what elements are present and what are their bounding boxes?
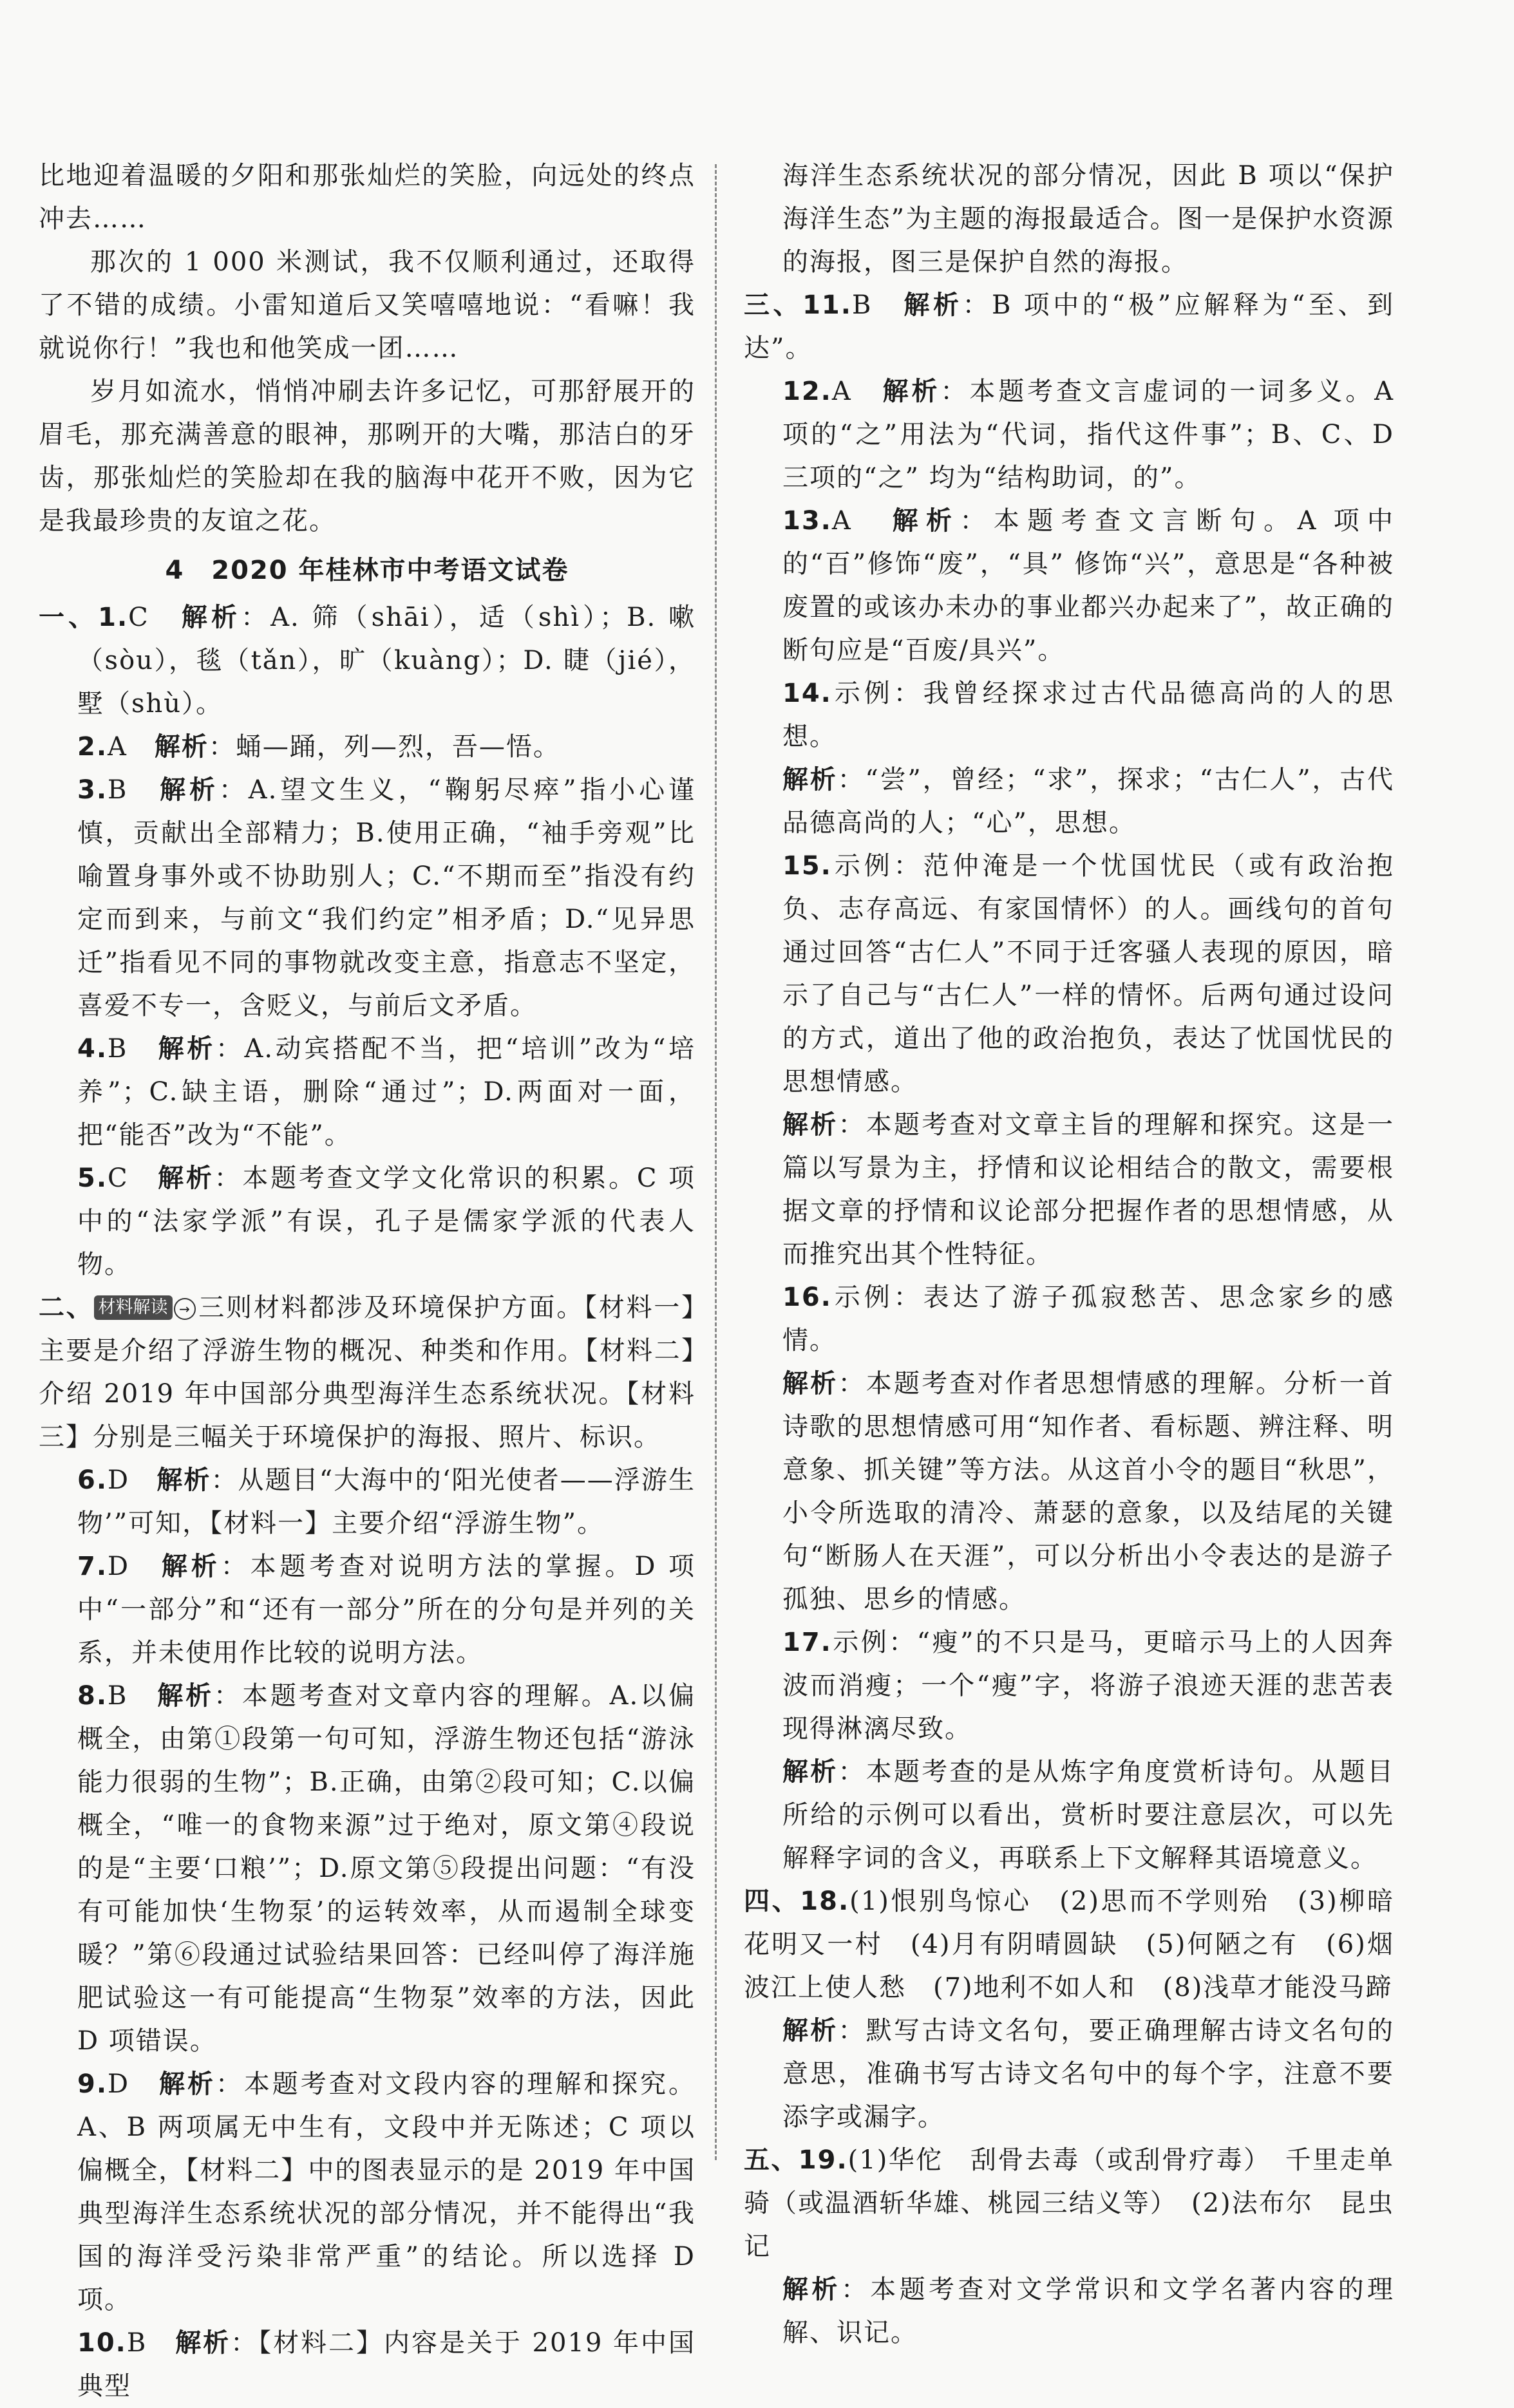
example-answer: 示例：我曾经探求过古代品德高尚的人的思想。 <box>782 679 1394 751</box>
question-number: 13. <box>782 506 832 536</box>
analysis-q14 <box>744 758 1394 845</box>
analysis-label: 解析 <box>157 1681 214 1711</box>
example-answer: 示例：表达了游子孤寂愁苦、思念家乡的感情。 <box>782 1283 1394 1355</box>
answer-q10-continued: 海洋生态系统状况的部分情况，因此 B 项以“保护海洋生态”为主题的海报最适合。图一是保护水资源的海报，图三是保护自然的海报。 <box>782 161 1394 277</box>
analysis-text: ：A.动宾搭配不当，把“培训”改为“培养”；C.缺主语，删除“通过”；D.两面对一面，把“能否”改为“不能”。 <box>77 1034 696 1150</box>
analysis-text: ：“尝”，曾经；“求”，探求；“古仁人”，古代品德高尚的人；“心”，思想。 <box>782 765 1394 838</box>
answer-q8 <box>39 1675 695 2063</box>
question-number: 16. <box>782 1283 832 1312</box>
answer-q13 <box>744 500 1394 672</box>
analysis-label: 解析 <box>159 2069 216 2099</box>
analysis-q16 <box>744 1362 1394 1621</box>
answer-q10 <box>39 2322 695 2408</box>
example-answer: 示例：“瘦”的不只是马，更暗示马上的人因奔波而消瘦；一个“瘦”字，将游子浪迹天涯的悲苦表现得淋漓尽致。 <box>782 1628 1394 1744</box>
analysis-q19 <box>744 2268 1394 2355</box>
answer-q18 <box>744 1880 1394 2009</box>
arrow-circle-icon: → <box>174 1298 196 1320</box>
answer-q16 <box>744 1276 1394 1362</box>
analysis-q18 <box>744 2009 1394 2139</box>
answer-q11 <box>744 284 1394 370</box>
answer-choice: D <box>108 2069 159 2099</box>
answer-choice: B <box>108 775 160 805</box>
analysis-label: 解析 <box>782 1369 838 1398</box>
material-text: 三则材料都涉及环境保护方面。【材料一】主要是介绍了浮游生物的概况、种类和作用。【材料二】介绍 2019 年中国部分典型海洋生态系统状况。【材料三】分别是三幅关于环境保护的海报、照片、标识。 <box>39 1293 696 1452</box>
question-number: 2. <box>77 732 108 762</box>
analysis-label: 解析 <box>158 1163 214 1193</box>
example-answer: 示例：范仲淹是一个忧国忧民（或有政治抱负、志存高远、有家国情怀）的人。画线句的首句通过回答“古仁人”不同于迁客骚人表现的原因，暗示了自己与“古仁人”一样的情怀。后两句通过设问的方式，道出了他的政治抱负，表达了忧国忧民的思想情感。 <box>782 851 1394 1096</box>
answer-choice: B <box>108 1034 158 1064</box>
question-number: 10. <box>77 2328 127 2358</box>
analysis-text: ：本题考查文言虚词的一词多义。A 项的“之”用法为“代词，指代这件事”；B、C、D 三项的“之” 均为“结构助词，的”。 <box>782 377 1394 493</box>
answer-choice: A <box>831 377 883 406</box>
answer-q4 <box>39 1028 695 1157</box>
answer-q7 <box>39 1545 695 1675</box>
answer-choice: B <box>851 290 904 320</box>
analysis-label: 解析 <box>181 603 241 632</box>
analysis-text: ：本题考查对文段内容的理解和探究。A、B 两项属无中生有，文段中并无陈述；C 项以偏概全，【材料二】中的图表显示的是 2019 年中国典型海洋生态系统状况的部分情况，并不能得出“我国的海洋受污染非常严重”的结论。所以选择 D 项。 <box>77 2069 696 2315</box>
answer-choice: B <box>108 1681 158 1711</box>
analysis-q15 <box>744 1104 1394 1276</box>
analysis-label: 解析 <box>892 506 960 536</box>
analysis-text: ：本题考查对作者思想情感的理解。分析一首诗歌的思想情感可用“知作者、看标题、辨注释、明意象、抓关键”等方法。从这首小令的题目“秋思”，小令所选取的清冷、萧瑟的意象，以及结尾的关键句“断肠人在天涯”，可以分析出小令表达的是游子孤独、思乡的情感。 <box>782 1369 1395 1614</box>
analysis-text: ：本题考查文言断句。A 项中的“百”修饰“废”，“具” 修饰“兴”，意思是“各种被废置的或该办未办的事业都兴办起来了”，故正确的断句应是“百废/具兴”。 <box>782 506 1395 665</box>
essay-paragraph-2: 那次的 1 000 米测试，我不仅顺利通过，还取得了不错的成绩。小雷知道后又笑嘻嘻地说：“看嘛！我就说你行！”我也和他笑成一团…… <box>39 247 695 363</box>
question-number: 五、19. <box>744 2145 848 2175</box>
question-number: 一、1. <box>39 603 129 632</box>
analysis-label: 解析 <box>904 290 963 320</box>
question-number: 9. <box>77 2069 108 2099</box>
dictation-answers: (1)恨别鸟惊心 (2)思而不学则殆 (3)柳暗花明又一村 (4)月有阴晴圆缺 (5)何陋之有 (6)烟波江上使人愁 (7)地利不如人和 (8)浅草才能没马蹄 <box>744 1886 1394 2002</box>
essay-paragraph-3: 岁月如流水，悄悄冲刷去许多记忆，可那舒展开的眉毛，那充满善意的眼神，那咧开的大嘴，那洁白的牙齿，那张灿烂的笑脸却在我的脑海中花开不败，因为它是我最珍贵的友谊之花。 <box>39 377 695 536</box>
analysis-label: 解析 <box>782 2275 841 2304</box>
analysis-text: ：本题考查对文章主旨的理解和探究。这是一篇以写景为主，抒情和议论相结合的散文，需要根据文章的抒情和议论部分把握作者的思想情感，从而推究出其个性特征。 <box>782 1110 1395 1269</box>
question-number: 三、11. <box>744 290 852 320</box>
answer-q3 <box>39 769 695 1028</box>
question-number: 12. <box>782 377 832 406</box>
left-column <box>39 155 695 2408</box>
analysis-text: ：B 项中的“极”应解释为“至、到达”。 <box>744 290 1394 363</box>
analysis-label: 解析 <box>782 2016 838 2046</box>
analysis-text: ：本题考查文学文化常识的积累。C 项中的“法家学派”有误，孔子是儒家学派的代表人物。 <box>77 1163 696 1279</box>
analysis-label: 解析 <box>154 732 209 762</box>
question-number: 6. <box>77 1465 108 1495</box>
answer-q14 <box>744 672 1394 758</box>
section-number: 二、 <box>39 1293 94 1322</box>
analysis-text: ：【材料二】内容是关于 2019 年中国典型 <box>77 2328 695 2401</box>
literature-answers: (1)华佗 刮骨去毒（或刮骨疗毒） 千里走单骑（或温酒斩华雄、桃园三结义等） (2)法布尔 昆虫记 <box>744 2145 1394 2261</box>
analysis-q17 <box>744 1751 1394 1880</box>
answer-choice: A <box>831 506 893 536</box>
question-number: 4. <box>77 1034 108 1064</box>
answer-q19 <box>744 2139 1394 2268</box>
question-number: 3. <box>77 775 108 805</box>
answer-choice: B <box>126 2328 176 2358</box>
analysis-label: 解析 <box>160 775 219 805</box>
answer-choice: C <box>108 1163 158 1193</box>
material-reading <box>39 1286 695 1459</box>
answer-choice: A <box>108 732 155 762</box>
analysis-label: 解析 <box>156 1465 211 1495</box>
answer-q1 <box>39 596 695 726</box>
question-number: 5. <box>77 1163 108 1193</box>
analysis-text: ：从题目“大海中的‘阳光使者——浮游生物’”可知，【材料一】主要介绍“浮游生物”。 <box>77 1465 695 1538</box>
analysis-label: 解析 <box>782 1757 838 1787</box>
answer-q5 <box>39 1157 695 1286</box>
question-number: 7. <box>77 1552 108 1581</box>
answer-q17 <box>744 1621 1394 1751</box>
analysis-label: 解析 <box>175 2328 231 2358</box>
material-reading-tag: 材料解读 <box>94 1295 173 1320</box>
question-number: 14. <box>782 679 832 708</box>
answer-q9 <box>39 2063 695 2322</box>
analysis-text: ：本题考查对说明方法的掌握。D 项中“一部分”和“还有一部分”所在的分句是并列的关系，并未使用作比较的说明方法。 <box>77 1552 695 1668</box>
essay-paragraph-1: 比地迎着温暖的夕阳和那张灿烂的笑脸，向远处的终点冲去…… <box>39 161 695 234</box>
analysis-text: ：本题考查对文章内容的理解。A.以偏概全，由第①段第一句可知，浮游生物还包括“游泳能力很弱的生物”；B.正确，由第②段可知；C.以偏概全，“唯一的食物来源”过于绝对，原文第④段说的是“主要‘口粮’”；D.原文第⑤段提出问题：“有没有可能加快‘生物泵’的运转效率，从而遏制全球变暖？”第⑥段通过试验结果回答：已经叫停了海洋施肥试验这一有可能提高“生物泵”效率的方法，因此 D 项错误。 <box>77 1681 695 2056</box>
analysis-text: ：A. 筛（shāi），适（shì）；B. 嗽（sòu），毯（tǎn），旷（kuàng）；D. 睫（jié），墅（shù）。 <box>77 603 696 719</box>
analysis-text: ：本题考查的是从炼字角度赏析诗句。从题目所给的示例可以看出，赏析时要注意层次，可以先解释字词的含义，再联系上下文解释其语境意义。 <box>782 1757 1395 1873</box>
analysis-text: ：本题考查对文学常识和文学名著内容的理解、识记。 <box>782 2275 1395 2347</box>
answer-choice: D <box>108 1465 157 1495</box>
analysis-text: ：A.望文生义，“鞠躬尽瘁”指小心谨慎，贡献出全部精力；B.使用正确，“袖手旁观”比喻置身事外或不协助别人；C.“不期而至”指没有约定而到来，与前文“我们约定”相矛盾；D.“见异思迁”指看见不同的事物就改变主意，指意志不坚定，喜爱不专一，含贬义，与前后文矛盾。 <box>77 775 696 1021</box>
analysis-label: 解析 <box>782 765 838 795</box>
analysis-label: 解析 <box>882 377 941 406</box>
answer-q15 <box>744 845 1394 1104</box>
answer-choice: D <box>108 1552 162 1581</box>
question-number: 8. <box>77 1681 108 1711</box>
analysis-text: ：默写古诗文名句，要正确理解古诗文名句的意思，准确书写古诗文名句中的每个字，注意不要添字或漏字。 <box>782 2016 1395 2132</box>
column-divider <box>715 164 717 2160</box>
question-number: 17. <box>782 1628 832 1657</box>
analysis-label: 解析 <box>782 1110 838 1140</box>
analysis-label: 解析 <box>158 1034 216 1064</box>
question-number: 15. <box>782 851 832 881</box>
analysis-label: 解析 <box>161 1552 221 1581</box>
analysis-text: ：蛹—踊，列—烈，吾—悟。 <box>208 732 560 762</box>
answer-q12 <box>744 370 1394 500</box>
answer-q6 <box>39 1459 695 1545</box>
answer-choice: C <box>128 603 182 632</box>
section-title: 4 2020 年桂林市中考语文试卷 <box>165 556 569 585</box>
right-column <box>744 155 1394 2355</box>
question-number: 四、18. <box>744 1886 850 1916</box>
answer-q2 <box>39 726 695 769</box>
